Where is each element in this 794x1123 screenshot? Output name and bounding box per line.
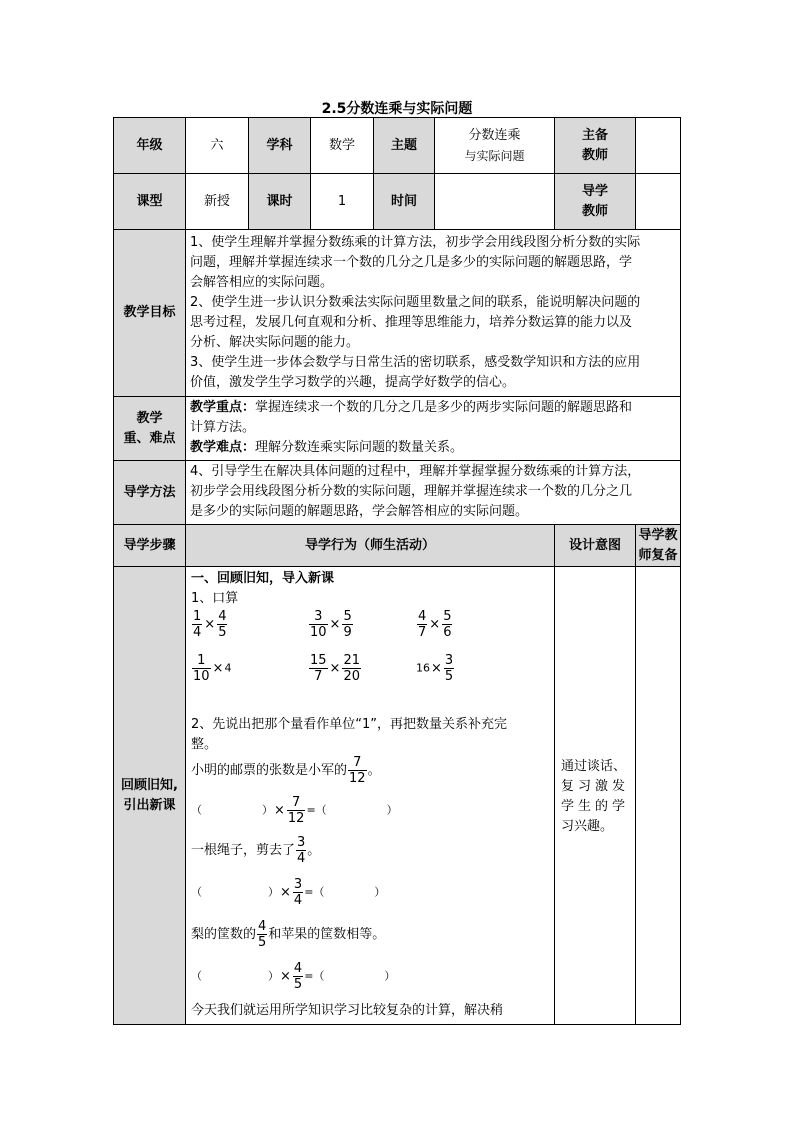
steps-header: 导学步骤 <box>114 525 186 567</box>
info-row-1 <box>114 118 681 174</box>
difficult-point-text: 理解分数连乘实际问题的数量关系。 <box>255 440 464 455</box>
type-value: 新授 <box>186 174 249 230</box>
fraction: $\frac{4}{7}$ <box>418 609 427 640</box>
goals-line: 3、使学生进一步体会数学与日常生活的密切联系，感受数学知识和方法的应用 <box>190 355 641 370</box>
type-label: 课型 <box>114 174 186 230</box>
oral-item-2: $\frac{3}{10}$ × $\frac{5}{9}$ <box>310 609 352 640</box>
design-line: 通过谈话、 <box>561 759 627 774</box>
fraction: $\frac{4}{5}$ <box>293 961 303 992</box>
step1-design <box>555 567 636 1025</box>
info-row-2 <box>114 174 681 230</box>
goals-line: 2、使学生进一步认识分数乘法实际问题里数量之间的联系，能说明解决问题的 <box>190 295 641 310</box>
method-line: 4、引导学生在解决具体问题的过程中，理解并掌握掌握分数练乘的计算方法， <box>190 464 641 479</box>
guide-teacher-value <box>636 174 681 230</box>
grade-label: 年级 <box>114 118 186 174</box>
fraction: $\frac{1}{10}$ <box>193 653 210 684</box>
review-header-1: 导学教 <box>638 527 678 543</box>
fraction: $\frac{3}{10}$ <box>310 609 327 640</box>
step1-heading: 一、回顾旧知，导入新课 <box>191 571 335 586</box>
page-title: 2.5分数连乘与实际问题 <box>321 101 473 117</box>
fraction: $\frac{3}{4}$ <box>293 877 303 908</box>
keypoints-label-1: 教学 <box>136 410 163 426</box>
teacher-label-1: 主备 <box>582 127 609 143</box>
period-value: 1 <box>311 174 374 230</box>
oral-item-4: $\frac{1}{10}$ ×4 <box>193 653 232 684</box>
method-row <box>114 461 681 525</box>
topic-line-1: 分数连乘 <box>468 127 521 143</box>
topic-value <box>435 118 555 174</box>
fraction: $\frac{3}{4}$ <box>297 835 306 866</box>
period-label: 课时 <box>249 174 311 230</box>
topic-line-2: 与实际问题 <box>464 148 525 163</box>
key-point-text: 掌握连续求一个数的几分之几是多少的两步实际问题的解题思路和 <box>255 400 633 415</box>
review-header <box>636 525 681 567</box>
method-line: 是多少的实际问题的解题思路，学会解答相应的实际问题。 <box>190 504 529 519</box>
grade-value: 六 <box>186 118 249 174</box>
key-point-cont: 计算方法。 <box>190 420 256 435</box>
goals-line: 价值，激发学生学习数学的兴趣，提高学好数学的信心。 <box>190 375 516 390</box>
keypoints-row <box>114 397 681 461</box>
blank-equation-2: （ ）× $\frac{3}{4}$ =（ ） <box>191 877 386 908</box>
key-point <box>190 398 676 418</box>
fraction: $\frac{3}{5}$ <box>444 653 454 684</box>
blank-equation-1: （ ）× $\frac{7}{12}$ =（ ） <box>191 795 398 826</box>
goals-line: 思考过程，发展几何直观和分析、推理等思维能力，培养分数运算的能力以及 <box>190 315 633 330</box>
topic-label: 主题 <box>374 118 435 174</box>
subject-value: 数学 <box>311 118 374 174</box>
goals-row <box>114 230 681 397</box>
keypoints-label-2: 重、难点 <box>123 430 176 446</box>
goals-line: 分析、解决实际问题的能力。 <box>190 335 360 350</box>
teacher-label <box>555 118 636 174</box>
subject-label: 学科 <box>249 118 311 174</box>
oral-item-1: $\frac{1}{4}$ × $\frac{4}{5}$ <box>193 609 227 640</box>
key-point-label: 教学重点： <box>190 400 256 415</box>
blank-equation-3: （ ）× $\frac{4}{5}$ =（ ） <box>191 961 396 992</box>
method-line: 初步学会用线段图分析分数的实际问题，理解并掌握连续求一个数的几分之几 <box>190 484 633 499</box>
fraction: $\frac{15}{7}$ <box>310 653 327 684</box>
fraction: $\frac{5}{9}$ <box>343 609 352 640</box>
design-line: 复习激发 <box>561 779 630 794</box>
fraction: $\frac{4}{5}$ <box>258 919 267 950</box>
oral-item-3: $\frac{4}{7}$ × $\frac{5}{6}$ <box>418 609 452 640</box>
keypoints-text <box>186 397 681 461</box>
teacher-value <box>636 118 681 174</box>
fraction: $\frac{7}{12}$ <box>287 795 305 826</box>
guide-teacher-label-1: 导学 <box>582 183 609 199</box>
design-header: 设计意图 <box>555 525 636 567</box>
guide-teacher-label <box>555 174 636 230</box>
oral-label: 1、口算 <box>191 591 239 606</box>
header-row <box>114 525 681 567</box>
step1-label-1: 回顾旧知, <box>121 777 178 793</box>
fraction: $\frac{4}{5}$ <box>218 609 227 640</box>
sentence-3: 梨的筐数的 $\frac{4}{5}$ 和苹果的筐数相等。 <box>191 919 386 950</box>
method-label: 导学方法 <box>114 461 186 525</box>
fraction: $\frac{21}{20}$ <box>343 653 360 684</box>
sentence-2: 一根绳子，剪去了 $\frac{3}{4}$ 。 <box>191 835 321 866</box>
lesson-plan-table <box>113 117 681 1025</box>
keypoints-label <box>114 397 186 461</box>
behavior-header: 导学行为（师生活动） <box>186 525 555 567</box>
difficult-point-label: 教学难点： <box>190 440 256 455</box>
oral-item-5: $\frac{15}{7}$ × $\frac{21}{20}$ <box>310 653 360 684</box>
fraction: $\frac{5}{6}$ <box>443 609 452 640</box>
step1-label <box>114 567 186 1025</box>
teacher-label-2: 教师 <box>582 147 609 163</box>
fraction: $\frac{1}{4}$ <box>193 609 202 640</box>
review-header-2: 师复备 <box>638 547 678 563</box>
goals-line: 1、使学生理解并掌握分数练乘的计算方法，初步学会用线段图分析分数的实际 <box>190 235 641 250</box>
goals-line: 问题，理解并掌握连续求一个数的几分之几是多少的实际问题的解题思路，学 <box>190 255 633 270</box>
guide-teacher-label-2: 教师 <box>582 203 609 219</box>
step1-behavior <box>186 567 555 1025</box>
question-2-line-1: 2、先说出把那个量看作单位“1”，再把数量关系补充完 <box>191 717 508 732</box>
question-2-line-2: 整。 <box>191 737 218 752</box>
goals-line: 会解答相应的实际问题。 <box>190 275 334 290</box>
method-text <box>186 461 681 525</box>
design-line: 习兴趣。 <box>561 819 614 834</box>
difficult-point <box>190 438 676 458</box>
fraction: $\frac{7}{12}$ <box>349 755 366 786</box>
step1-review <box>636 567 681 1025</box>
goals-text <box>186 230 681 397</box>
sentence-1: 小明的邮票的张数是小军的 $\frac{7}{12}$ 。 <box>191 755 381 786</box>
design-line: 学生的学 <box>561 799 630 814</box>
time-value <box>435 174 555 230</box>
step1-row <box>114 567 681 1025</box>
step1-label-2: 引出新课 <box>123 797 176 813</box>
closing-text: 今天我们就运用所学知识学习比较复杂的计算，解决稍 <box>191 1003 504 1018</box>
oral-item-6: 16× $\frac{3}{5}$ <box>416 653 454 684</box>
time-label: 时间 <box>374 174 435 230</box>
goals-label: 教学目标 <box>114 230 186 397</box>
